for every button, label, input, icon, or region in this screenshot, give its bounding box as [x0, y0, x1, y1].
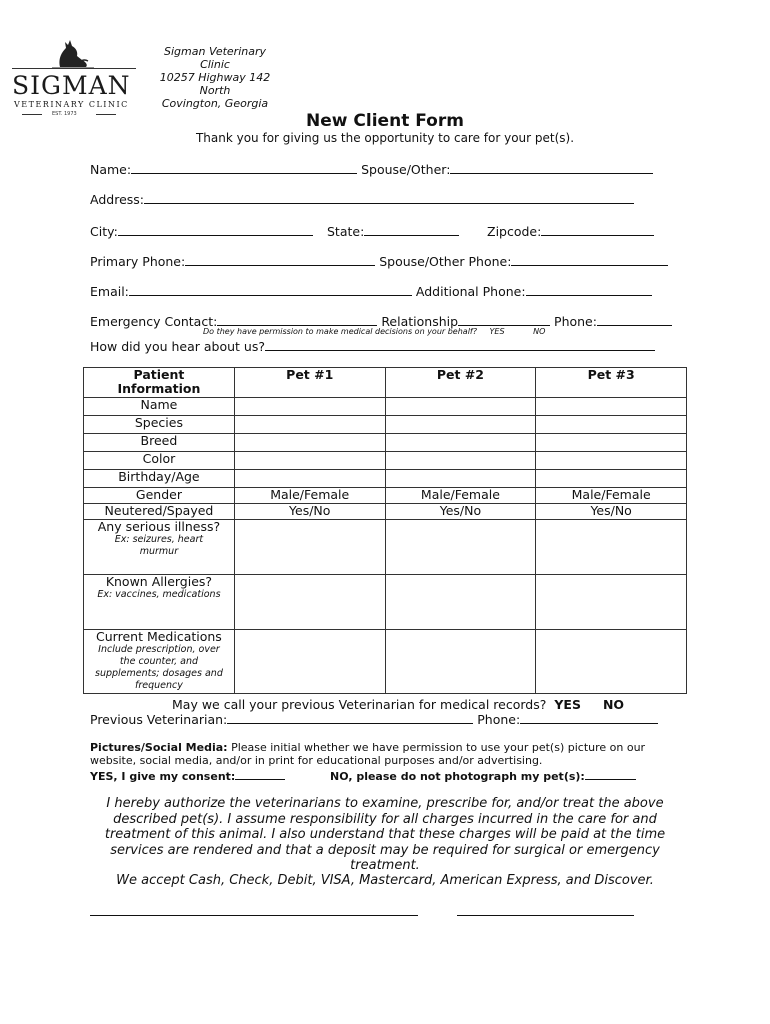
spouse-field[interactable] — [450, 161, 653, 174]
permission-no[interactable]: NO — [533, 327, 546, 336]
pet2-allergies-cell[interactable] — [385, 575, 536, 630]
social-media-text: Please initial whether we have permission to use your pet(s) picture on our website, social media, and/or in print for educational purposes and/or advertising. — [90, 741, 646, 767]
table-row — [84, 416, 687, 434]
table-row — [84, 504, 687, 520]
illness-label: Any serious illness? — [97, 519, 221, 534]
relationship-field[interactable] — [458, 313, 550, 326]
additional-phone-label: Additional Phone: — [415, 284, 526, 299]
patient-table — [83, 367, 687, 694]
pet2-neutered-cell[interactable]: Yes/No — [385, 504, 536, 520]
primary-phone-field[interactable] — [185, 253, 375, 266]
medications-example: Include prescription, over the counter, and supplements; dosages and frequency — [95, 644, 223, 691]
pet1-color-cell[interactable] — [234, 452, 385, 470]
pet3-medications-cell[interactable] — [536, 630, 687, 694]
illness-example: Ex: seizures, heart murmur — [114, 534, 204, 557]
table-row — [84, 575, 687, 630]
pet3-breed-cell[interactable] — [536, 434, 687, 452]
city-label: City: — [90, 224, 118, 239]
pet3-illness-cell[interactable] — [536, 520, 687, 575]
primary-phone-label: Primary Phone: — [90, 254, 186, 269]
table-row — [84, 488, 687, 504]
pet2-medications-cell[interactable] — [385, 630, 536, 694]
pet1-illness-cell[interactable] — [234, 520, 385, 575]
table-row — [84, 630, 687, 694]
pet3-name-cell[interactable] — [536, 398, 687, 416]
logo-subtitle: VETERINARY CLINIC — [14, 100, 129, 109]
authorization-text: I hereby authorize the veterinarians to examine, prescribe for, and/or treat the above described pet(s). I assume responsibility for all charges incurred in the care for and treatment of this animal. I also understand that these charges will be paid at the time services are rendered and that a deposit may be required for surgical or emergency treatment. — [104, 796, 666, 873]
zipcode-field[interactable] — [541, 223, 654, 236]
pet2-name-cell[interactable] — [385, 398, 536, 416]
clinic-address: Sigman Veterinary Clinic 10257 Highway 142 North Covington, Georgia — [159, 45, 271, 110]
pet2-birthday-cell[interactable] — [385, 470, 536, 488]
row-label-illness — [84, 520, 235, 575]
pet1-neutered-cell[interactable]: Yes/No — [234, 504, 385, 520]
social-media-section — [90, 741, 680, 767]
pet1-allergies-cell[interactable] — [234, 575, 385, 630]
pet2-color-cell[interactable] — [385, 452, 536, 470]
form-title: New Client Form — [306, 111, 464, 131]
row-label-color: Color — [84, 452, 235, 470]
pet2-gender-cell[interactable]: Male/Female — [385, 488, 536, 504]
address-label: Address: — [90, 192, 144, 207]
state-label: State: — [327, 224, 365, 239]
hear-about-field[interactable] — [265, 338, 655, 351]
pet1-medications-cell[interactable] — [234, 630, 385, 694]
header-pet-2: Pet #2 — [385, 368, 536, 398]
logo-wordmark: SIGMAN — [12, 71, 131, 100]
emergency-phone-label: Phone: — [554, 314, 597, 329]
permission-yes[interactable]: YES — [489, 327, 505, 336]
pet3-species-cell[interactable] — [536, 416, 687, 434]
row-label-breed: Breed — [84, 434, 235, 452]
pet1-breed-cell[interactable] — [234, 434, 385, 452]
pet3-color-cell[interactable] — [536, 452, 687, 470]
consent-yes-label: YES, I give my consent: — [90, 770, 236, 783]
previous-vet-phone-field[interactable] — [520, 711, 658, 724]
row-label-species: Species — [84, 416, 235, 434]
pet1-species-cell[interactable] — [234, 416, 385, 434]
spouse-phone-field[interactable] — [511, 253, 668, 266]
table-row — [84, 452, 687, 470]
medications-label: Current Medications — [96, 629, 222, 644]
pet2-breed-cell[interactable] — [385, 434, 536, 452]
pet1-birthday-cell[interactable] — [234, 470, 385, 488]
name-field[interactable] — [131, 161, 357, 174]
zipcode-label: Zipcode: — [487, 224, 542, 239]
records-no[interactable]: NO — [602, 697, 625, 712]
consent-no-label: NO, please do not photograph my pet(s): — [330, 770, 585, 783]
emergency-contact-field[interactable] — [217, 313, 377, 326]
additional-phone-field[interactable] — [526, 283, 652, 296]
address-field[interactable] — [144, 191, 634, 204]
email-label: Email: — [90, 284, 129, 299]
payment-methods: We accept Cash, Check, Debit, VISA, Mastercard, American Express, and Discover. — [116, 873, 654, 888]
name-label: Name: — [90, 162, 132, 177]
records-question: May we call your previous Veterinarian for medical records? — [172, 697, 547, 712]
state-field[interactable] — [364, 223, 459, 236]
hear-about-label: How did you hear about us? — [90, 339, 265, 354]
email-field[interactable] — [129, 283, 412, 296]
row-label-gender: Gender — [84, 488, 235, 504]
date-line[interactable] — [457, 915, 634, 916]
row-label-allergies — [84, 575, 235, 630]
clinic-logo — [12, 38, 136, 118]
row-label-medications — [84, 630, 235, 694]
signature-line[interactable] — [90, 915, 418, 916]
header-pet-1: Pet #1 — [234, 368, 385, 398]
table-header-row — [84, 368, 687, 398]
pet2-species-cell[interactable] — [385, 416, 536, 434]
emergency-contact-label: Emergency Contact: — [90, 314, 218, 329]
row-label-neutered: Neutered/Spayed — [84, 504, 235, 520]
table-row — [84, 470, 687, 488]
spouse-phone-label: Spouse/Other Phone: — [379, 254, 512, 269]
consent-yes-initial[interactable] — [235, 768, 285, 780]
allergies-example: Ex: vaccines, medications — [97, 589, 221, 600]
pet3-gender-cell[interactable]: Male/Female — [536, 488, 687, 504]
pet3-allergies-cell[interactable] — [536, 575, 687, 630]
table-row — [84, 434, 687, 452]
table-row — [84, 520, 687, 575]
pet1-gender-cell[interactable]: Male/Female — [234, 488, 385, 504]
records-yes[interactable]: YES — [554, 697, 581, 712]
city-field[interactable] — [118, 223, 313, 236]
pet1-name-cell[interactable] — [234, 398, 385, 416]
row-label-name: Name — [84, 398, 235, 416]
consent-no-initial[interactable] — [585, 768, 636, 780]
row-label-birthday: Birthday/Age — [84, 470, 235, 488]
previous-vet-field[interactable] — [227, 711, 473, 724]
allergies-label: Known Allergies? — [105, 574, 213, 589]
pet3-birthday-cell[interactable] — [536, 470, 687, 488]
previous-vet-phone-label: Phone: — [477, 712, 521, 727]
permission-note: Do they have permission to make medical decisions on your behalf? — [203, 327, 477, 336]
header-pet-3: Pet #3 — [536, 368, 687, 398]
pet2-illness-cell[interactable] — [385, 520, 536, 575]
relationship-label: Relationship — [381, 314, 459, 329]
table-row — [84, 398, 687, 416]
header-patient-info: Patient Information — [84, 368, 235, 398]
pet3-neutered-cell[interactable]: Yes/No — [536, 504, 687, 520]
spouse-label: Spouse/Other: — [361, 162, 451, 177]
previous-vet-label: Previous Veterinarian: — [90, 712, 228, 727]
form-subtitle: Thank you for giving us the opportunity to care for your pet(s). — [195, 131, 575, 145]
logo-est: EST. 1973 — [52, 111, 77, 117]
social-media-label: Pictures/Social Media: — [90, 741, 228, 754]
emergency-phone-field[interactable] — [597, 313, 672, 326]
